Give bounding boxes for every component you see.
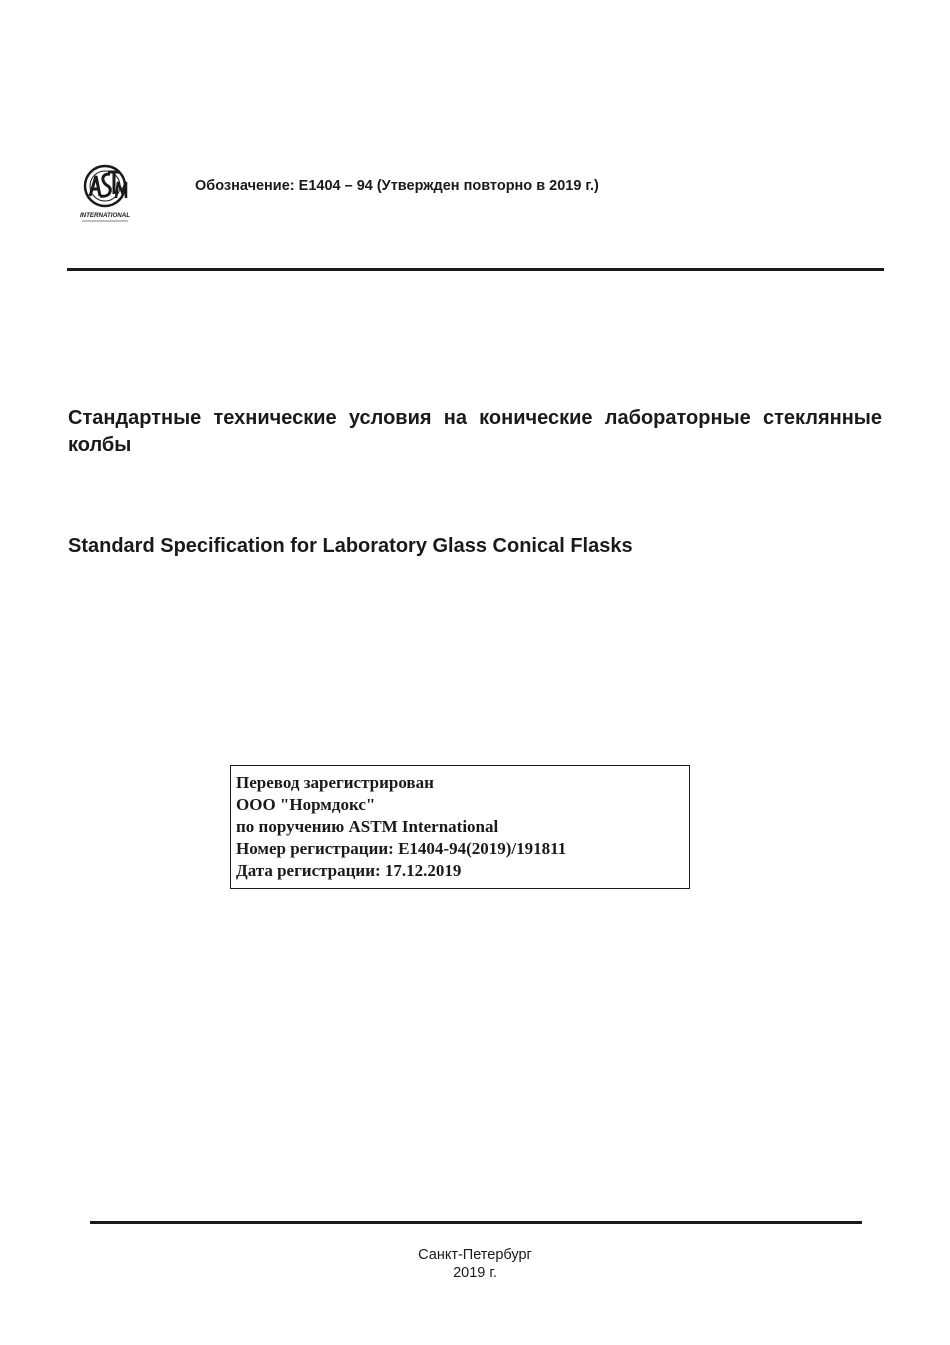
registration-number: Номер регистрации: E1404-94(2019)/191811 [236,839,567,858]
astm-logo-icon [78,162,134,224]
footer-year: 2019 г. [453,1265,497,1281]
title-english: Standard Specification for Laboratory Glass Conical Flasks [68,535,633,557]
registration-line-1: Перевод зарегистрирован [236,773,434,792]
registration-line-2: ООО "Нормдокс" [236,795,376,814]
bottom-divider [90,1221,862,1224]
logo-subtitle: INTERNATIONAL [79,212,131,219]
astm-logo [78,162,134,224]
footer-city: Санкт-Петербург [418,1247,532,1263]
registration-date: Дата регистрации: 17.12.2019 [236,861,462,880]
designation-text: Обозначение: E1404 – 94 (Утвержден повторно в 2019 г.) [195,178,599,194]
registration-line-3: по поручению ASTM International [236,817,499,836]
registration-box [230,765,690,889]
title-russian: Стандартные технические условия на конические лабораторные стеклянные колбы [68,407,882,456]
footer [0,1246,950,1282]
top-divider [67,268,884,271]
